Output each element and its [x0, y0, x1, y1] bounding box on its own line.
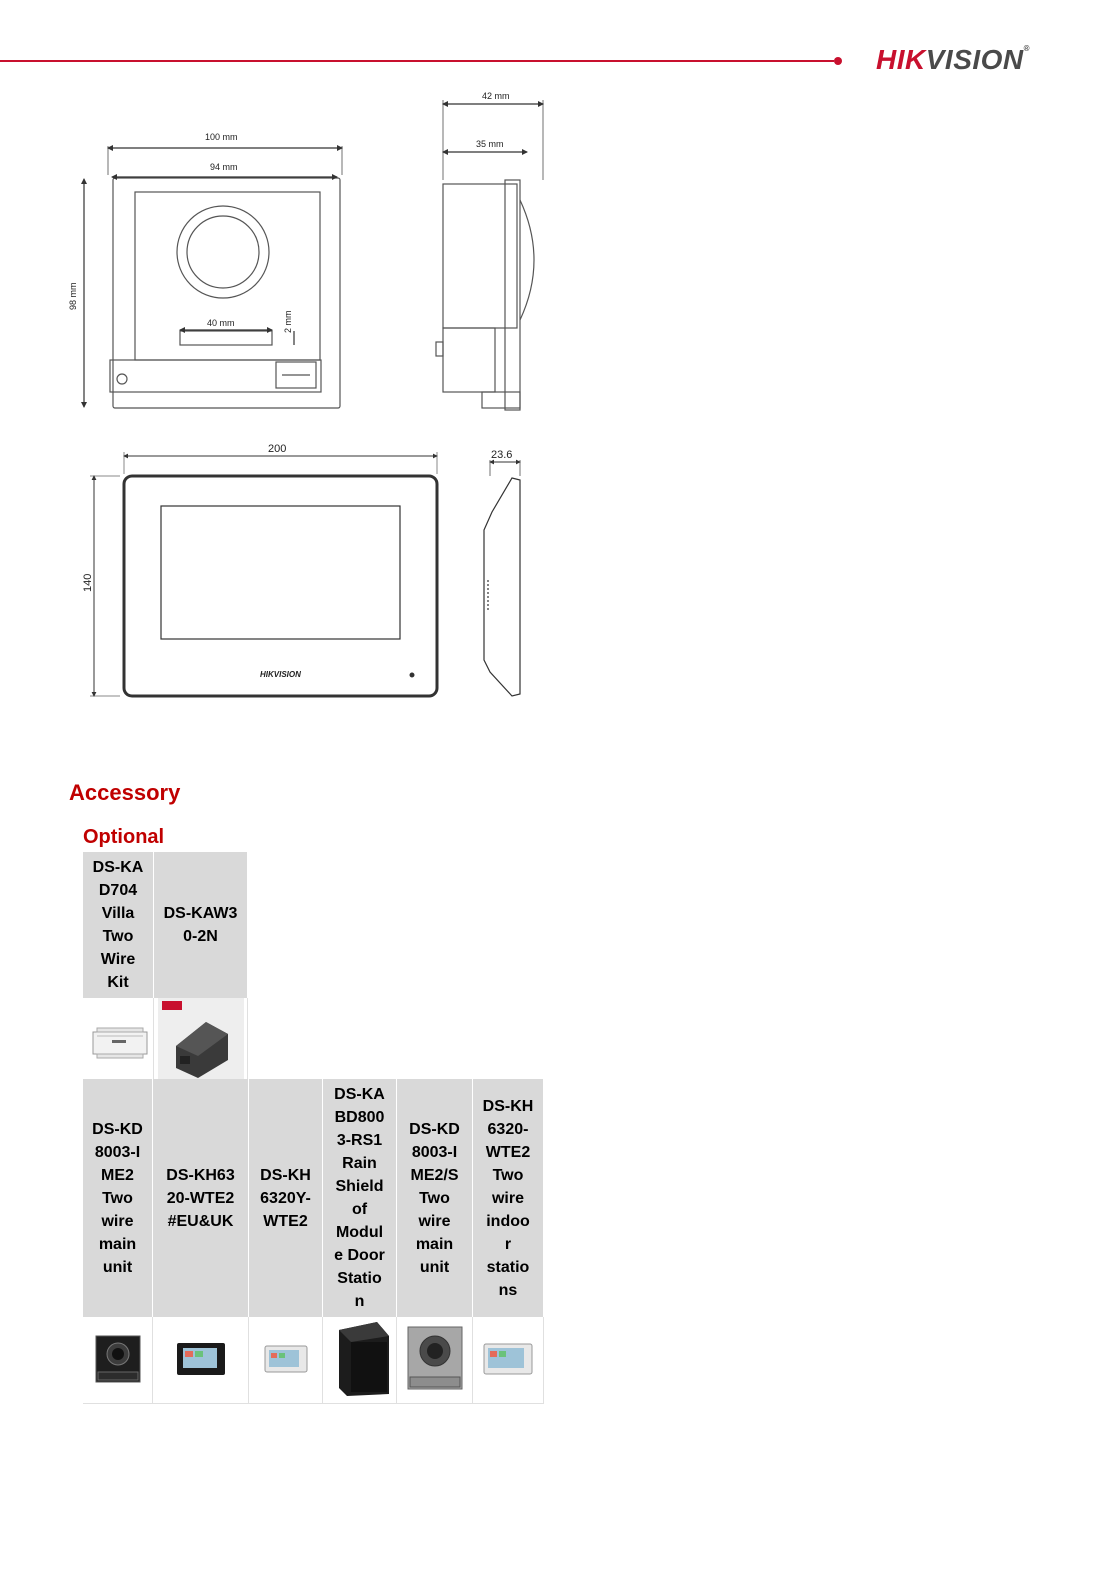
table-header-cell: DS-KA D704 Villa Two Wire Kit — [83, 852, 154, 998]
product-image-cell — [154, 998, 248, 1090]
table-header-cell: DS-KD 8003-I ME2 Two wire main unit — [83, 1079, 153, 1317]
products-accessory-table — [83, 1079, 544, 1404]
section-title: Accessory — [69, 780, 181, 805]
brand-logo: HIKVISION® — [876, 44, 1031, 75]
optional-accessory-table — [83, 852, 248, 1090]
table-header-cell: DS-KD 8003-I ME2/S Two wire main unit — [397, 1079, 473, 1317]
table-image-row — [83, 998, 248, 1090]
product-image-cell — [323, 1317, 397, 1404]
table-header-cell: DS-KAW3 0-2N — [154, 852, 248, 998]
section-subtitle: Optional — [83, 826, 165, 848]
product-image-cell — [83, 998, 154, 1090]
dim-height: 98 mm — [68, 282, 78, 310]
table-header-row — [83, 852, 248, 998]
indoor-monitor-black-icon — [171, 1333, 231, 1383]
distributor-module-icon — [87, 1016, 149, 1066]
product-image-cell — [249, 1317, 323, 1404]
door-station-black-icon — [88, 1328, 148, 1388]
table-header-cell: DS-KH 6320Y- WTE2 — [249, 1079, 323, 1317]
dim-indoor-height: 140 — [82, 573, 94, 592]
indoor-station-front-drawing — [90, 452, 437, 696]
table-header-cell: DS-KH 6320- WTE2 Two wire indoo r statio ns — [473, 1079, 544, 1317]
dim-indoor-depth: 23.6 — [491, 449, 513, 461]
product-image-cell — [83, 1317, 153, 1404]
dim-slot-height: 2 mm — [283, 310, 293, 333]
dim-depth-body: 35 mm — [476, 139, 504, 149]
indoor-monitor-white-icon — [480, 1336, 536, 1380]
product-image-cell — [397, 1317, 473, 1404]
door-station-front-drawing — [84, 146, 342, 408]
power-supply-icon — [158, 998, 244, 1084]
dim-width-inner: 94 mm — [210, 162, 238, 172]
dim-indoor-width: 200 — [268, 443, 287, 455]
rain-shield-icon — [327, 1318, 393, 1398]
indoor-station-side-drawing — [484, 460, 520, 696]
product-image-cell — [153, 1317, 249, 1404]
dim-width-outer: 100 mm — [205, 132, 238, 142]
table-image-row — [83, 1317, 544, 1404]
indoor-logo-text: HIKVISION — [260, 670, 301, 679]
dim-slot-width: 40 mm — [207, 318, 235, 328]
indoor-monitor-white-icon — [261, 1338, 311, 1378]
table-header-row — [83, 1079, 544, 1317]
product-image-cell — [473, 1317, 544, 1404]
table-header-cell: DS-KA BD800 3-RS1 Rain Shield of Modul e Door Statio n — [323, 1079, 397, 1317]
dim-depth-total: 42 mm — [482, 91, 510, 101]
door-station-silver-icon — [402, 1323, 468, 1393]
table-header-cell: DS-KH63 20-WTE2 #EU&UK — [153, 1079, 249, 1317]
dimension-drawings — [0, 0, 1115, 760]
